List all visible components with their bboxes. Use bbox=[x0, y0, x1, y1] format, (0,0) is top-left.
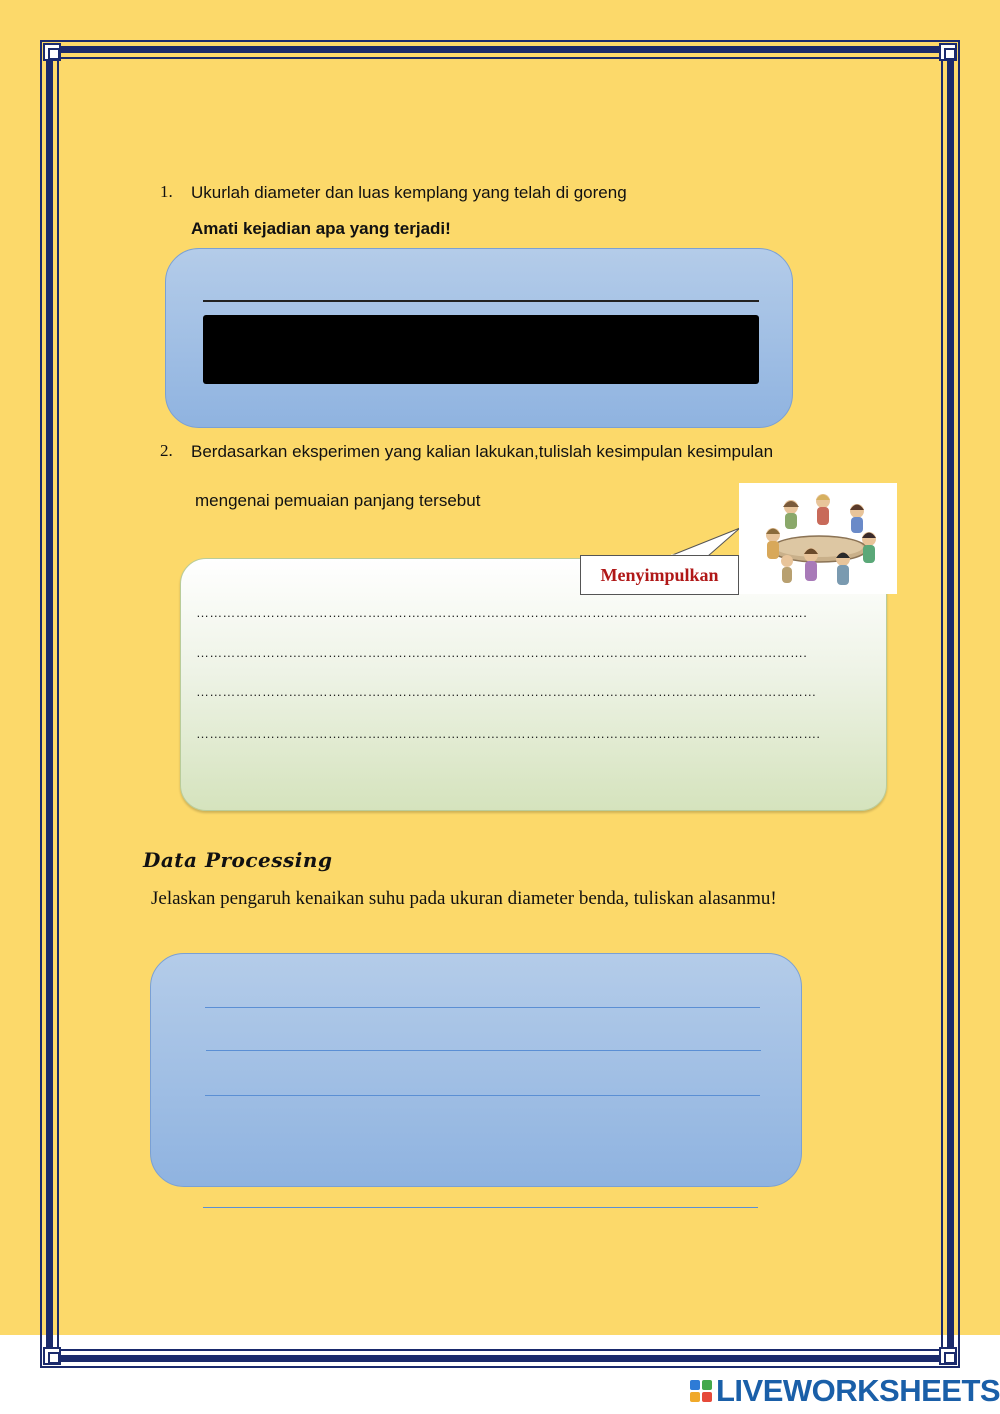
question-1-instruction: Amati kejadian apa yang terjadi! bbox=[191, 219, 451, 238]
frame-corner-ornament bbox=[939, 43, 957, 61]
liveworksheets-logo-icon bbox=[690, 1380, 712, 1402]
frame-corner-ornament bbox=[43, 1347, 61, 1365]
question-1-answer-input[interactable] bbox=[203, 315, 759, 384]
writing-line bbox=[206, 1050, 761, 1051]
question-2-number: 2. bbox=[160, 441, 173, 460]
frame-corner-ornament bbox=[939, 1347, 957, 1365]
writing-line bbox=[205, 1095, 760, 1096]
callout-tail bbox=[660, 526, 750, 558]
data-processing-answer-box[interactable] bbox=[150, 953, 802, 1187]
group-discussion-illustration bbox=[739, 483, 897, 594]
brand-name: LIVEWORKSHEETS bbox=[716, 1373, 1000, 1408]
question-1-text: Ukurlah diameter dan luas kemplang yang telah di goreng bbox=[191, 183, 627, 202]
data-processing-prompt: Jelaskan pengaruh kenaikan suhu pada ukuran diameter benda, tuliskan alasanmu! bbox=[151, 888, 777, 909]
answer-underline bbox=[203, 300, 759, 302]
conclusion-line[interactable]: …………………………………………………………………………………………………………………………. bbox=[196, 645, 808, 660]
menyimpulkan-callout: Menyimpulkan bbox=[580, 555, 739, 595]
conclusion-line[interactable]: …………………………………………………………………………………………………………………………… bbox=[196, 684, 817, 699]
writing-line bbox=[205, 1007, 760, 1008]
writing-line bbox=[203, 1207, 758, 1208]
section-title: Data Processing bbox=[143, 848, 333, 872]
liveworksheets-logo bbox=[690, 1373, 1000, 1409]
question-2-text-line1: Berdasarkan eksperimen yang kalian lakukan,tulislah kesimpulan kesimpulan bbox=[191, 442, 774, 461]
question-1-number: 1. bbox=[160, 182, 173, 201]
conclusion-line[interactable]: ……………………………………………………………………………………………………………………………. bbox=[196, 726, 821, 741]
frame-corner-ornament bbox=[43, 43, 61, 61]
conclusion-line[interactable]: …………………………………………………………………………………………………………………………. bbox=[196, 605, 808, 620]
question-2-text-line2: mengenai pemuaian panjang tersebut bbox=[195, 491, 481, 510]
